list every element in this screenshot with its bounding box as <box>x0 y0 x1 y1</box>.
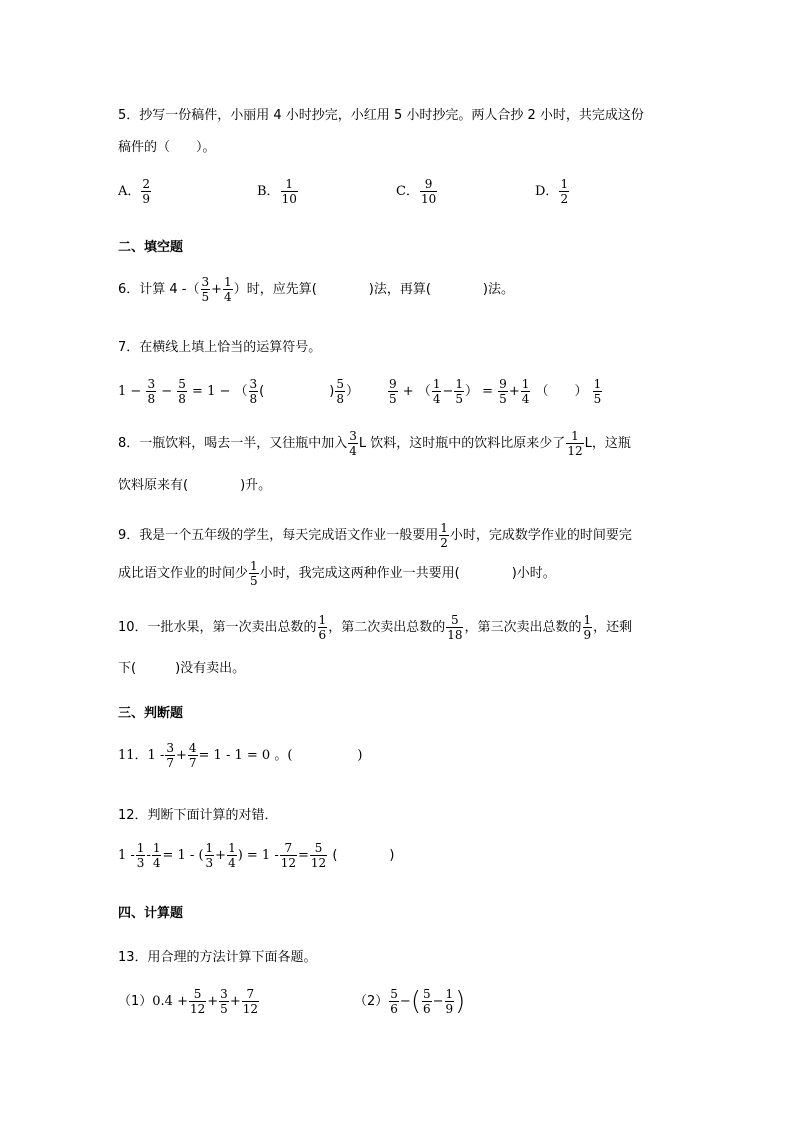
q6: 6．计算 4 -（ $\frac{3}{5}$ + $\frac{1}{4}$ ）时，应先算( )法，再算( )法。 <box>118 275 514 304</box>
q13-part2: （2） $\frac{5}{6}$ −( $\frac{5}{6}$ − $\frac{1}{9}$ ) <box>354 986 466 1017</box>
q7-left-blank[interactable]: ( ) <box>259 384 335 399</box>
q9-line1: 9．我是一个五年级的学生，每天完成语文作业一般要用 $\frac{1}{2}$ 小时，完成数学作业的时间要完 <box>118 521 632 550</box>
q10-line1: 10．一批水果，第一次卖出总数的 $\frac{1}{6}$ ，第二次卖出总数的 $\frac{5}{18}$ ，第三次卖出总数的 $\frac{1}{9}$ ，还剩 <box>118 613 633 642</box>
q5-line1: 5．抄写一份稿件，小丽用 4 小时抄完，小红用 5 小时抄完。两人合抄 2 小时，共完成这份 <box>118 108 644 123</box>
q12-text: 12．判断下面计算的对错． <box>118 808 278 823</box>
q8-line2: 饮料原来有( )升。 <box>118 478 272 493</box>
right-paren: ) <box>455 986 466 1017</box>
option-c[interactable]: C． $\frac{9}{10}$ <box>396 177 437 206</box>
q13-part1: （1）0.4 + $\frac{5}{12}$ + $\frac{3}{5}$ + $\frac{7}{12}$ <box>118 987 258 1016</box>
q7-right-blank[interactable]: （ ） <box>535 384 588 399</box>
option-b-fraction: $\frac{1}{10}$ <box>281 177 297 206</box>
q9-line2: 成比语文作业的时间少 $\frac{1}{5}$ 小时，我完成这两种作业一共要用( )小时。 <box>118 559 556 588</box>
q5-line2: 稿件的（ ）。 <box>118 140 216 155</box>
option-a[interactable]: A． $\frac{2}{9}$ <box>118 177 151 206</box>
q7-right-expression: $\frac{9}{5}$ + （ $\frac{1}{4}$ − $\frac{1}{5}$ ） = $\frac{9}{5}$ + $\frac{1}{4}$ （ ） $\frac{1}{5}$ <box>389 377 602 406</box>
section-2-heading: 二、填空题 <box>118 240 184 255</box>
q13-text: 13．用合理的方法计算下面各题。 <box>118 950 317 965</box>
option-d[interactable]: D． $\frac{1}{2}$ <box>535 177 569 206</box>
q8-line1: 8．一瓶饮料，喝去一半，又往瓶中加入 $\frac{3}{4}$ L 饮料，这时瓶中的饮料比原来少了 $\frac{1}{12}$ L，这瓶 <box>118 429 631 458</box>
q7-text: 7．在横线上填上恰当的运算符号。 <box>118 340 322 355</box>
option-d-fraction: $\frac{1}{2}$ <box>560 177 569 206</box>
q10-line2: 下( )没有卖出。 <box>118 661 246 676</box>
option-a-fraction: $\frac{2}{9}$ <box>142 177 151 206</box>
q12-expression: 1 - $\frac{1}{3}$ - $\frac{1}{4}$ = 1 - ( $\frac{1}{3}$ + $\frac{1}{4}$ ) = 1 - $\frac{7}{12}$ = $\frac{5}{12}$ ( ) <box>118 841 395 870</box>
q7-left-expression: 1 − $\frac{3}{8}$ − $\frac{5}{8}$ = 1 − （ $\frac{3}{8}$ ( ) $\frac{5}{8}$ ） <box>118 377 359 406</box>
left-paren: ( <box>410 986 421 1017</box>
option-c-fraction: $\frac{9}{10}$ <box>420 177 437 206</box>
option-b[interactable]: B． $\frac{1}{10}$ <box>257 177 297 206</box>
section-3-heading: 三、判断题 <box>118 706 184 721</box>
q12-answer-blank[interactable]: ( ) <box>332 848 395 863</box>
q11: 11．1 - $\frac{3}{7}$ + $\frac{4}{7}$ = 1 - 1 = 0 。( ) <box>118 741 363 770</box>
section-4-heading: 四、计算题 <box>118 906 184 921</box>
